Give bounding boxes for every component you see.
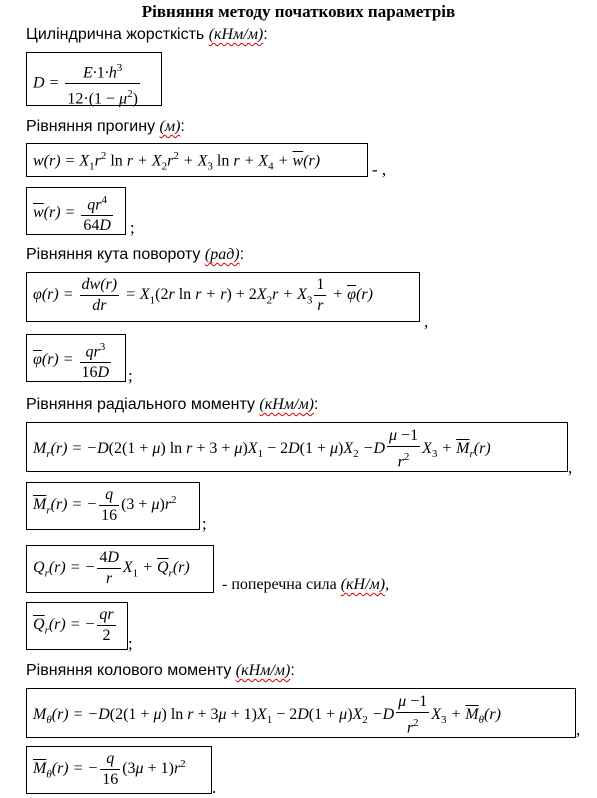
equation-shear-force: $Q_r(r)$ = − $\frac{4D}{r}$ $X_1 + \overline{Q}_r(r)$ <box>26 545 214 593</box>
punctuation: ; <box>202 514 207 533</box>
section-header-hoop-moment: Рівняння колового моменту (кНм/м): <box>26 662 295 679</box>
section-header-rotation: Рівняння кута повороту (рад): <box>26 246 245 263</box>
equation-stiffness: D = $\frac{E\cdot 1\cdot h^3}{12\cdot(1 - \mu^2)}$ <box>26 52 162 106</box>
punctuation: , <box>424 312 429 331</box>
unit: (кНм/м) <box>259 396 314 413</box>
shear-force-note: - поперечна сила (кН/м), <box>222 576 390 593</box>
punctuation: ; <box>128 366 133 385</box>
equation-shear-force-particular: $\overline{Q}_r(r)$ = − $\frac{qr}{2}$ <box>26 602 128 650</box>
equation-rotation-particular: $\overline{\varphi}(r)$ = $\frac{qr^3}{16D}$ <box>26 334 126 382</box>
page-title: Рівняння методу початкових параметрів <box>141 2 456 21</box>
section-header-stiffness: Циліндрична жорсткість (кНм/м): <box>26 26 268 43</box>
unit: (рад) <box>204 246 240 263</box>
punctuation: , <box>576 720 581 739</box>
unit: (кН/м) <box>340 576 386 593</box>
punctuation: , <box>568 458 573 477</box>
punctuation: ; <box>130 218 135 237</box>
section-header-radial-moment: Рівняння радіального моменту (кНм/м): <box>26 396 319 413</box>
equation-deflection: $w(r) = X_1r^2$ $\ln r + X_2r^2 + X_3$ $\ln r + X_4 + \overline{w}(r)$ <box>26 143 368 177</box>
unit: (кНм/м) <box>208 26 264 43</box>
punctuation: - , <box>372 160 387 179</box>
equation-deflection-particular: $\overline{w}(r)$ = $\frac{qr^4}{64D}$ <box>26 187 126 235</box>
unit: (кНм/м) <box>235 662 291 679</box>
equation-hoop-moment-particular: $\overline{M}_\theta(r)$ = − $\frac{q}{16}$ $(3\mu + 1)r^2$ <box>26 746 212 794</box>
equation-rotation: φ(r) = $\frac{dw(r)}{dr}$ = $X_1(2r$ $\ln r + r) + 2X_2r + X_3$ $\frac{1}{r}$ + $\overline{\varphi}(r)$ <box>26 272 420 322</box>
equation-radial-moment: $M_r(r) = -D(2(1 + \mu)$ $\ln r + 3 + \mu)X_1 - 2D(1 + \mu)X_2 -D$ $\frac{\mu -1}{r^2}$ $X_3 + \overline{M}_r(r)$ <box>26 422 568 472</box>
equation-radial-moment-particular: $\overline{M}_r(r)$ = − $\frac{q}{16}$ $(3 + \mu)r^2$ <box>26 482 200 530</box>
equation-hoop-moment: $M_\theta(r) = -D(2(1 + \mu)$ $\ln r + 3\mu + 1)X_1 - 2D(1 + \mu)X_2 -D$ $\frac{\mu -1}{r^2}$ $X_3 + \overline{M}_\theta(r)$ <box>26 688 576 738</box>
punctuation: ; <box>128 634 133 653</box>
unit: (м) <box>159 118 181 135</box>
punctuation: . <box>212 778 217 797</box>
section-header-deflection: Рівняння прогину (м): <box>26 118 185 135</box>
